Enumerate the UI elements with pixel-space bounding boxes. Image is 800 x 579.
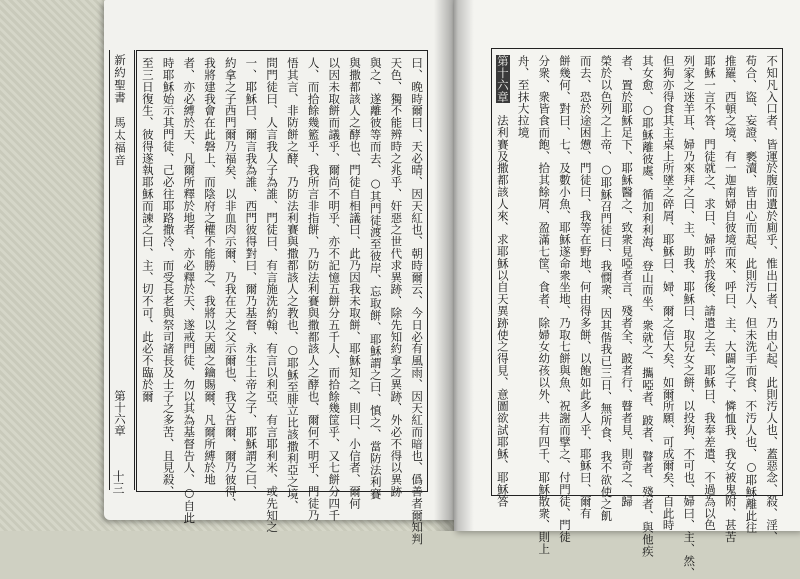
text-column: 人、而拾餘幾籃乎、我所言非指餅、乃防法利賽與撒都該人之酵也、爾何不明乎、門徒乃	[306, 57, 321, 522]
text-column: 舟、至抹大拉境	[516, 55, 531, 139]
book-gutter	[434, 0, 474, 531]
text-column: 者、亦必縛於天、凡爾所釋於地者、亦必釋於天、遂戒門徒、勿以其為基督告人、○自此	[182, 57, 197, 524]
text-column: 榮於以色列之上帝、○耶穌召門徒曰、我憫衆、因其偕我已三日、無所食、我不欲使之飢	[599, 55, 614, 522]
text-column: 苟合、盜、妄證、褻瀆、皆由心而起、此則汚人、但未洗手而食、不汚人也、○耶穌離此往	[744, 55, 759, 534]
text-column: 曰、晚時爾曰、天必晴、因天紅也、朝時爾云、今日必有風雨、因天紅而暗也、僞善者爾知判	[410, 57, 425, 545]
text-column: 而去、恐於途困憊、門徒曰、我等在野地、何由得多餅、以飽如此多人乎、耶穌曰、爾有	[578, 55, 593, 520]
text-column: 分衆、衆皆食而飽、拾其餘屑、盈滿七筐、食者、除婦女幼孩以外、共有四千、耶穌散衆、則上	[537, 55, 552, 555]
text-column: 問門徒曰、人言我人子為誰、門徒曰、有言施洗約翰、有言以利亞、有言耶利米、或先知之	[265, 57, 280, 533]
text-column-rest: 法利賽及撒都該人來、求耶穌以自天異跡使之得見、意圖欲試耶穌、耶穌答	[495, 102, 510, 508]
text-column: 者、置於耶穌足下、耶穌醫之、致衆見啞者言、殘者全、跛者行、瞽者見、則奇之、歸	[620, 55, 635, 508]
left-chapter-label: 第十六章	[113, 390, 127, 436]
text-column	[495, 55, 510, 508]
left-page-number: 十三	[111, 470, 125, 494]
text-column: 列家之迷羊耳、婦乃來拜之曰、主、助我、耶穌曰、取兒女之餅、以投狗、不可也、婦曰、主、然、	[682, 55, 697, 579]
text-column: 其女愈、○耶穌離彼處、循加利利海、登山而坐、衆就之、攜啞者、跛者、瞽者、殘者、與他疾	[640, 55, 655, 558]
text-column: 以因未取餅而議乎、爾尚不明乎、亦不記憶五餅分五千人、而拾餘幾筐乎、又七餅分四千	[327, 57, 342, 522]
text-column: 不知凡入口者、皆運於腹而遺於廁乎、惟出口者、乃由心起、此則汚人也、蓋惡念、殺、淫、	[765, 55, 780, 543]
text-column: 悟其言、非防餅之酵、乃防法利賽與撒都該人之教也、○耶穌至腓立比該撒利亞之境、	[285, 57, 300, 512]
text-column: 推羅、西頓之境、有一迦南婦自彼境而來、呼曰、主、大闢之子、憐恤我、我女被鬼附、甚苦	[723, 55, 738, 543]
text-column: 耶穌一言不答、門徒就之、求曰、婦呼於我後、請遣之去、耶穌曰、我奉差遣、不過為以色	[703, 55, 717, 531]
text-column: 一、耶穌曰、爾言我為誰、西門彼得對曰、爾乃基督、永生上帝之子、耶穌謂之曰、	[244, 57, 259, 498]
left-margin-title: 新約聖書 馬太福音	[113, 54, 127, 167]
text-column: 天色、獨不能辨時之兆乎、奸惡之世代求異跡、除先知約拿之異跡、外必不得以異跡	[389, 57, 404, 498]
text-column: 我將建我會在此磐上、而陰府之權不能勝之、我將以天國之鑰賜爾、凡爾所縛於地	[203, 57, 217, 486]
text-column: 與之、遂離彼等而去、○其門徒渡至彼岸、忘取餅、耶穌謂之曰、慎之、當防法利賽	[368, 57, 383, 500]
chapter-heading-highlight: 第十六章	[495, 55, 510, 103]
text-column: 時耶穌始示其門徒、己必往耶路撒冷、而受長老與祭司諸長及士子之多苦、且見殺、	[161, 57, 176, 498]
right-text-frame	[491, 48, 783, 579]
text-column: 約拿之子西門爾乃福矣、以非血肉示爾、乃我在天之父示爾也、我又告爾、爾乃彼得、	[223, 57, 238, 510]
text-column: 至三日復生、彼得遂執耶穌而諫之曰、主、切不可、此必不臨於爾	[140, 57, 155, 403]
open-book	[96, 0, 800, 579]
text-column: 但狗亦得食其主桌上所墜之碎屑、耶穌曰、婦、爾之信大矣、如爾所願、可成爾矣、自此時	[661, 55, 676, 531]
left-text-frame	[136, 50, 428, 545]
text-column: 與撒都該人之酵也、門徒自相議曰、此乃因我未取餅、耶穌知之、則曰、小信者、爾何	[348, 57, 362, 510]
text-column: 餅幾何、對曰、七、及數小魚、耶穌遂命衆坐地、乃取七餅與魚、祝謝而擘之、付門徒、門徒	[558, 55, 572, 543]
